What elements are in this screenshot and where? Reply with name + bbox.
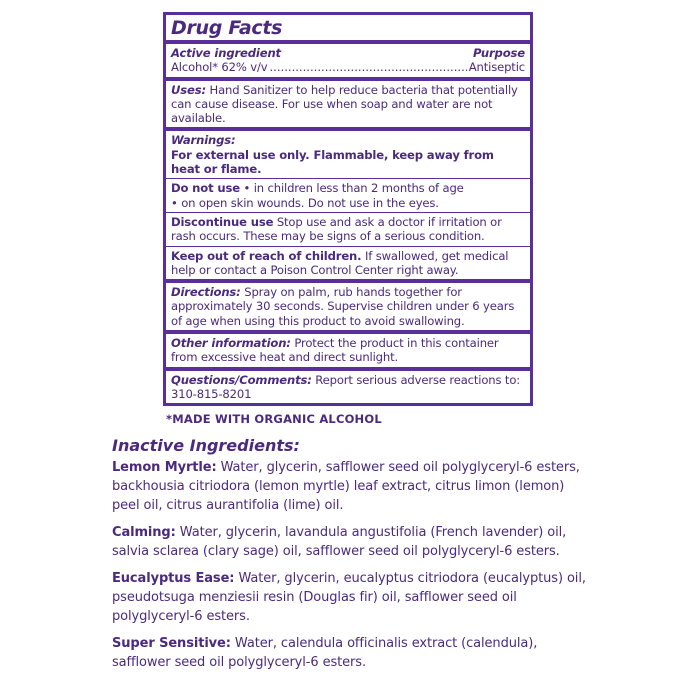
- uses-section: [166, 77, 530, 128]
- inactive-item: [112, 634, 592, 672]
- other-info-section: [166, 330, 530, 367]
- inactive-item: [112, 569, 592, 626]
- inactive-item-text: Water, calendula officinalis extract (calendula), safflower seed oil polyglyceryl-6 esters.: [112, 636, 538, 670]
- questions-section: [166, 367, 530, 404]
- inactive-item-name: Lemon Myrtle:: [112, 460, 217, 475]
- directions-text: Spray on palm, rub hands together for approximately 30 seconds. Supervise children under 6 years of age when using this product to avoid swallowing.: [171, 285, 515, 328]
- purpose-header: Purpose: [472, 46, 525, 60]
- inactive-item-text: Water, glycerin, lavandula angustifolia (French lavender) oil, salvia sclarea (clary sage) oil, safflower seed oil polyglyceryl-6 esters.: [112, 525, 567, 559]
- active-ingredient-header: Active ingredient: [171, 46, 281, 60]
- drug-facts-title: Drug Facts: [171, 17, 283, 39]
- keep-out-text: If swallowed, get medical help or contact a Poison Control Center right away.: [171, 248, 509, 277]
- questions-text: Report serious adverse reactions to: 310-815-8201: [171, 372, 521, 401]
- active-ingredient-section: [166, 40, 530, 77]
- do-not-use-label: Do not use: [171, 181, 240, 196]
- inactive-item-text: Water, glycerin, eucalyptus citriodora (eucalyptus) oil, pseudotsuga menziesii resin (Douglas fir) oil, safflower seed oil polyglyceryl-6 esters.: [112, 571, 586, 624]
- inactive-item: [112, 523, 592, 561]
- uses-text: Hand Sanitizer to help reduce bacteria that potentially can cause disease. For use when soap and water are not available.: [171, 82, 518, 126]
- discontinue-section: [166, 212, 530, 246]
- do-not-use-section: [166, 178, 530, 212]
- keep-out-label: Keep out of reach of children.: [171, 248, 362, 263]
- discontinue-text: Stop use and ask a doctor if irritation or rash occurs. These may be signs of a serious condition.: [171, 214, 502, 244]
- directions-section: [166, 279, 530, 330]
- inactive-item: [112, 458, 592, 515]
- purpose-value: Antiseptic: [468, 60, 525, 75]
- warnings-section: [166, 127, 530, 178]
- inactive-item-name: Eucalyptus Ease:: [112, 571, 235, 586]
- uses-label: Uses:: [171, 82, 206, 97]
- do-not-use-line1: • in children less than 2 months of age: [243, 181, 464, 196]
- inactive-ingredients: [112, 436, 592, 680]
- inactive-item-name: Super Sensitive:: [112, 636, 231, 651]
- inactive-item-text: Water, glycerin, safflower seed oil polyglyceryl-6 esters, backhousia citriodora (lemon myrtle) leaf extract, citrus limon (lemon) peel oil, citrus aurantifolia (lime) oil.: [112, 460, 580, 513]
- other-info-label: Other information:: [171, 336, 291, 351]
- discontinue-label: Discontinue use: [171, 214, 274, 229]
- other-info-text: Protect the product in this container from excessive heat and direct sunlight.: [171, 336, 499, 365]
- warnings-label: Warnings:: [171, 133, 236, 148]
- warnings-text: For external use only. Flammable, keep away from heat or flame.: [171, 147, 494, 177]
- leader-dots: [269, 60, 466, 74]
- directions-label: Directions:: [171, 285, 241, 300]
- questions-label: Questions/Comments:: [171, 372, 312, 387]
- inactive-title: Inactive Ingredients:: [112, 436, 300, 455]
- drug-facts-panel: [163, 12, 533, 406]
- keep-out-section: [166, 246, 530, 280]
- inactive-item-name: Calming:: [112, 525, 176, 540]
- do-not-use-line2: • on open skin wounds. Do not use in the eyes.: [171, 195, 439, 210]
- organic-note: *MADE WITH ORGANIC ALCOHOL: [166, 412, 382, 426]
- active-ingredient-value: Alcohol* 62% v/v: [171, 60, 268, 75]
